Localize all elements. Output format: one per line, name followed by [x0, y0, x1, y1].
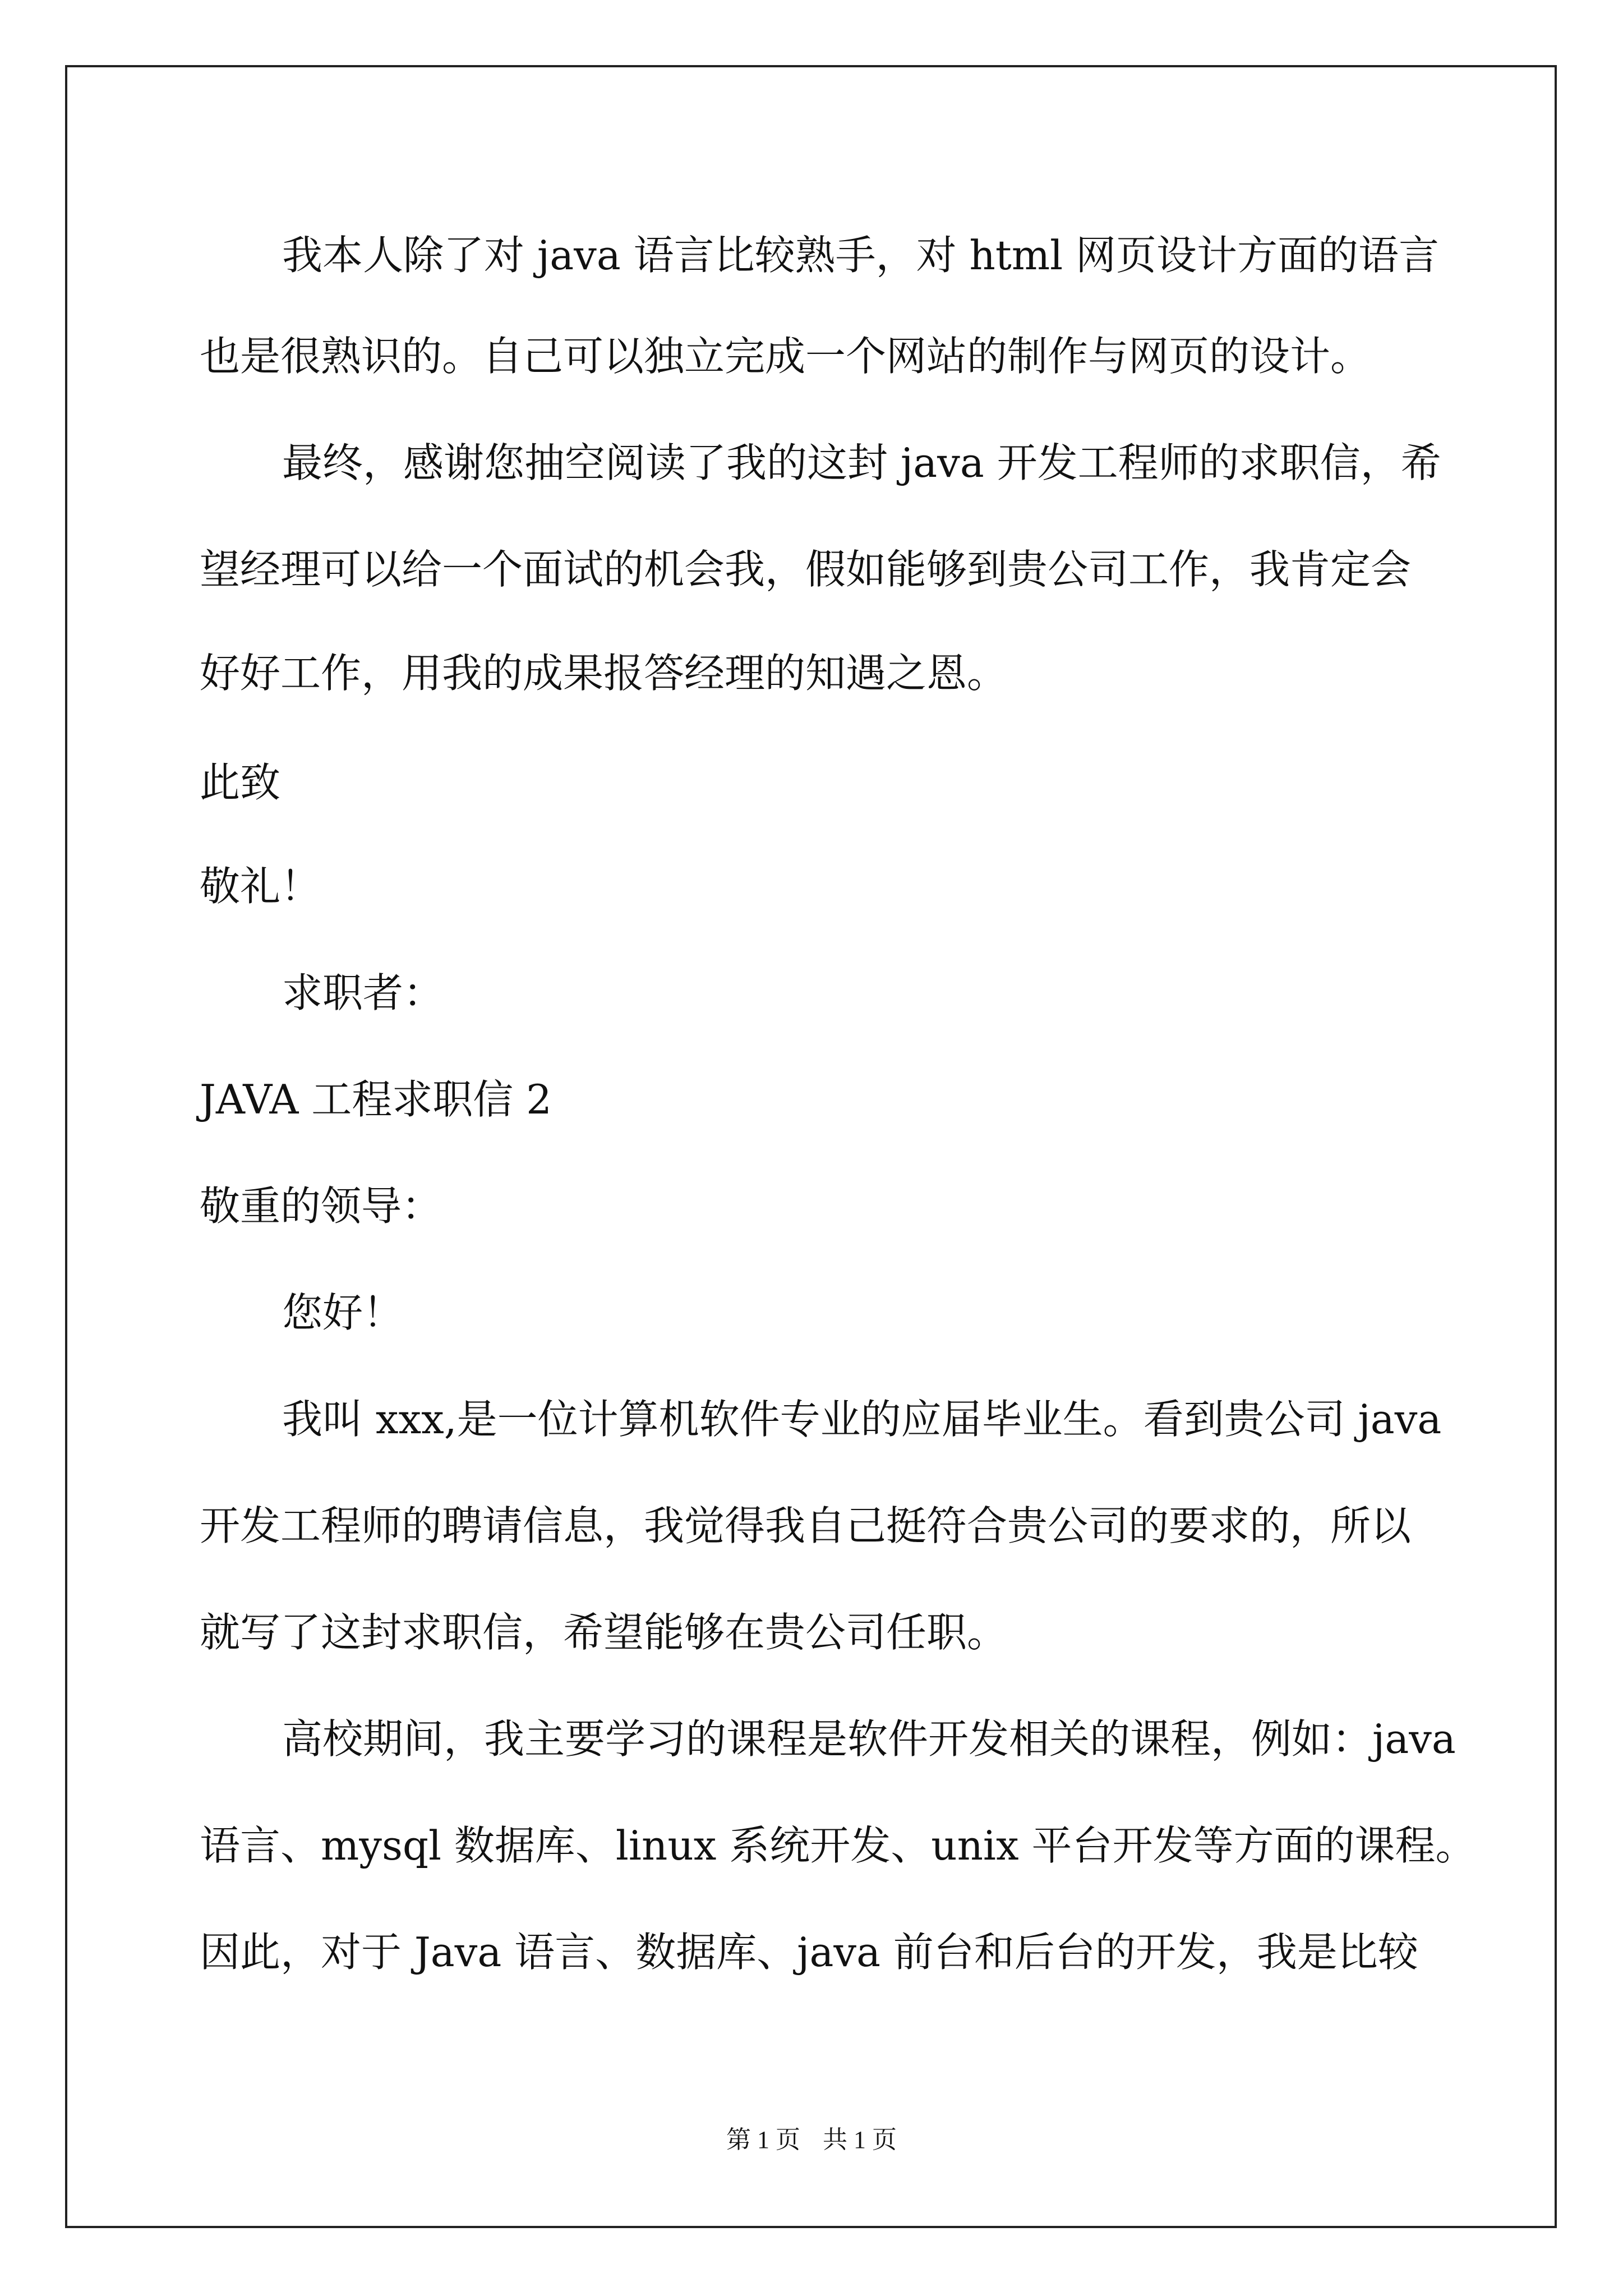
closing-salutation: 此致 — [200, 759, 281, 806]
text-line: 最终，感谢您抽空阅读了我的这封 java 开发工程师的求职信，希 — [282, 439, 1441, 486]
text-line: 望经理可以给一个面试的机会我，假如能够到贵公司工作，我肯定会 — [200, 546, 1412, 593]
text-line: 好好工作，用我的成果报答经理的知遇之恩。 — [200, 650, 1008, 697]
page-number: 第 1 页 — [726, 2126, 800, 2154]
text-line: 开发工程师的聘请信息，我觉得我自己挺符合贵公司的要求的，所以 — [200, 1502, 1412, 1549]
text-line: 我本人除了对 java 语言比较熟手，对 html 网页设计方面的语言 — [282, 232, 1440, 279]
text-line: 我叫 xxx,是一位计算机软件专业的应届毕业生。看到贵公司 java — [282, 1396, 1442, 1443]
section-title: JAVA 工程求职信 2 — [200, 1076, 552, 1123]
text-line: 因此，对于 Java 语言、数据库、java 前台和后台的开发，我是比较 — [200, 1929, 1418, 1976]
greeting: 敬重的领导： — [200, 1182, 442, 1230]
text-line: 就写了这封求职信，希望能够在贵公司任职。 — [200, 1609, 1008, 1656]
signature-label: 求职者： — [282, 969, 444, 1016]
page-count: 共 1 页 — [823, 2126, 897, 2154]
text-line: 语言、mysql 数据库、linux 系统开发、unix 平台开发等方面的课程。 — [200, 1822, 1476, 1869]
page-footer — [0, 2123, 1623, 2157]
text-line: 高校期间，我主要学习的课程是软件开发相关的课程，例如：java — [282, 1715, 1456, 1763]
greeting-hello: 您好！ — [282, 1289, 404, 1336]
text-line: 也是很熟识的。自己可以独立完成一个网站的制作与网页的设计。 — [200, 333, 1371, 380]
closing-regards: 敬礼！ — [200, 863, 321, 910]
page-border — [65, 65, 1557, 2228]
